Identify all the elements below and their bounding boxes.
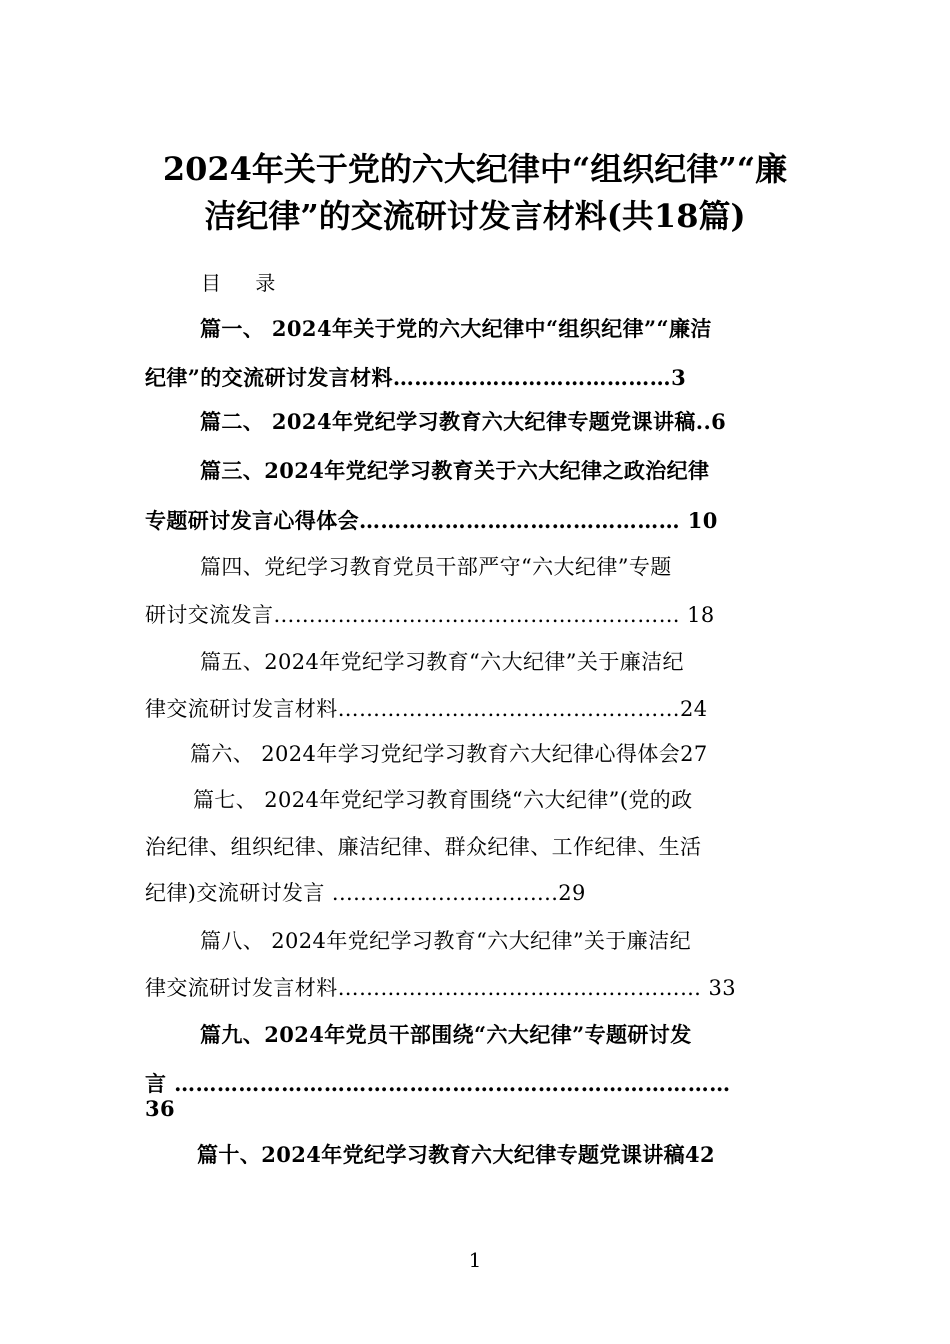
toc-entry-4-line-2: 研讨交流发言………………………………………………… 18	[145, 603, 715, 627]
page-title	[120, 146, 830, 240]
toc-entry-9-page: 36	[145, 1096, 176, 1121]
toc-entry-5-line-1: 篇五、2024年党纪学习教育“六大纪律”关于廉洁纪	[200, 650, 684, 674]
toc-entry-8-line-1: 篇八、 2024年党纪学习教育“六大纪律”关于廉洁纪	[200, 929, 691, 953]
toc-entry-1-line-1: 篇一、 2024年关于党的六大纪律中“组织纪律”“廉洁	[200, 316, 712, 341]
toc-entry-7-line-1: 篇七、 2024年党纪学习教育围绕“六大纪律”(党的政	[193, 788, 693, 812]
toc-entry-5-line-2: 律交流研讨发言材料…………………………………………24	[145, 697, 708, 721]
toc-heading: 目 录	[201, 271, 290, 295]
page-number: 1	[468, 1248, 482, 1272]
toc-entry-3-line-1: 篇三、2024年党纪学习教育关于六大纪律之政治纪律	[200, 458, 710, 483]
toc-entry-10: 篇十、2024年党纪学习教育六大纪律专题党课讲稿42	[197, 1142, 716, 1167]
toc-entry-7-line-3: 纪律)交流研讨发言 ................................29	[145, 881, 586, 905]
title-line-2: 洁纪律”的交流研讨发言材料(共18篇)	[204, 197, 746, 235]
toc-entry-2: 篇二、 2024年党纪学习教育六大纪律专题党课讲稿..6	[200, 409, 727, 434]
toc-entry-3-line-2: 专题研讨发言心得体会……………………………………… 10	[145, 508, 718, 533]
toc-entry-9-line-2: 言 ……………………………………………………………………	[145, 1071, 731, 1096]
toc-entry-6: 篇六、 2024年学习党纪学习教育六大纪律心得体会27	[190, 742, 708, 766]
toc-entry-7-line-2: 治纪律、组织纪律、廉洁纪律、群众纪律、工作纪律、生活	[145, 835, 702, 859]
toc-entry-9-line-1: 篇九、2024年党员干部围绕“六大纪律”专题研讨发	[200, 1022, 692, 1047]
toc-entry-1-line-2: 纪律”的交流研讨发言材料…………………………………3	[145, 365, 687, 390]
title-line-1: 2024年关于党的六大纪律中“组织纪律”“廉	[162, 150, 788, 188]
toc-entry-4-line-1: 篇四、党纪学习教育党员干部严守“六大纪律”专题	[200, 555, 672, 579]
toc-entry-8-line-2: 律交流研讨发言材料…………………………………………… 33	[145, 976, 736, 1000]
